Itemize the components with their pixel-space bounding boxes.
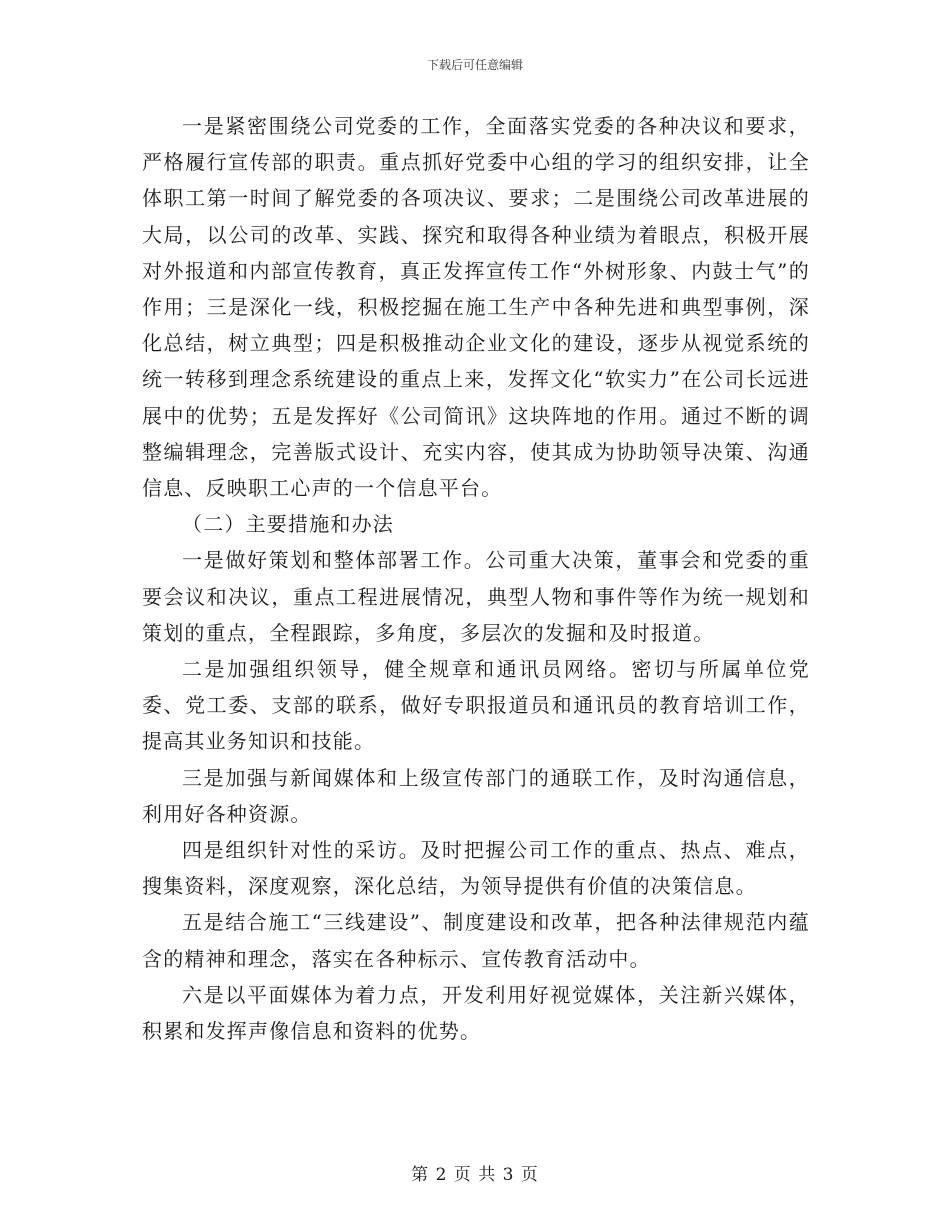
paragraph-measure-6: 六是以平面媒体为着力点，开发利用好视觉媒体，关注新兴媒体，积累和发挥声像信息和资料的优势。 bbox=[142, 982, 810, 1044]
paragraph-overview: 一是紧密围绕公司党委的工作，全面落实党委的各种决议和要求，严格履行宣传部的职责。重点抓好党委中心组的学习的组织安排，让全体职工第一时间了解党委的各项决议、要求；二是围绕公司改革进展的大局，以公司的改革、实践、探究和取得各种业绩为着眼点，积极开展对外报道和内部宣传教育，真正发挥宣传工作“外树形象、内鼓士气”的作用；三是深化一线，积极挖掘在施工生产中各种先进和典型事例，深化总结，树立典型；四是积极推动企业文化的建设，逐步从视觉系统的统一转移到理念系统建设的重点上来，发挥文化“软实力”在公司长远进展中的优势；五是发挥好《公司简讯》这块阵地的作用。通过不断的调整编辑理念，完善版式设计、充实内容，使其成为协助领导决策、沟通信息、反映职工心声的一个信息平台。 bbox=[142, 114, 810, 501]
paragraph-measure-2: 二是加强组织领导，健全规章和通讯员网络。密切与所属单位党委、党工委、支部的联系，做好专职报道员和通讯员的教育培训工作，提高其业务知识和技能。 bbox=[142, 657, 810, 754]
paragraph-measure-3: 三是加强与新闻媒体和上级宣传部门的通联工作，及时沟通信息，利用好各种资源。 bbox=[142, 765, 810, 826]
page-number: 第 2 页 共 3 页 bbox=[411, 1165, 539, 1185]
document-body bbox=[142, 108, 810, 1049]
section-heading: （二）主要措施和办法 bbox=[182, 512, 394, 537]
paragraph-measure-5: 五是结合施工“三线建设”、制度建设和改革，把各种法律规范内蕴含的精神和理念，落实在各种标示、宣传教育活动中。 bbox=[142, 910, 810, 971]
page-header: 下载后可任意编辑 bbox=[426, 58, 523, 72]
paragraph-measure-1: 一是做好策划和整体部署工作。公司重大决策，董事会和党委的重要会议和决议，重点工程进展情况，典型人物和事件等作为统一规划和策划的重点，全程跟踪，多角度，多层次的发掘和及时报道。 bbox=[142, 548, 810, 645]
paragraph-measure-4: 四是组织针对性的采访。及时把握公司工作的重点、热点、难点，搜集资料，深度观察，深化总结，为领导提供有价值的决策信息。 bbox=[142, 838, 810, 899]
